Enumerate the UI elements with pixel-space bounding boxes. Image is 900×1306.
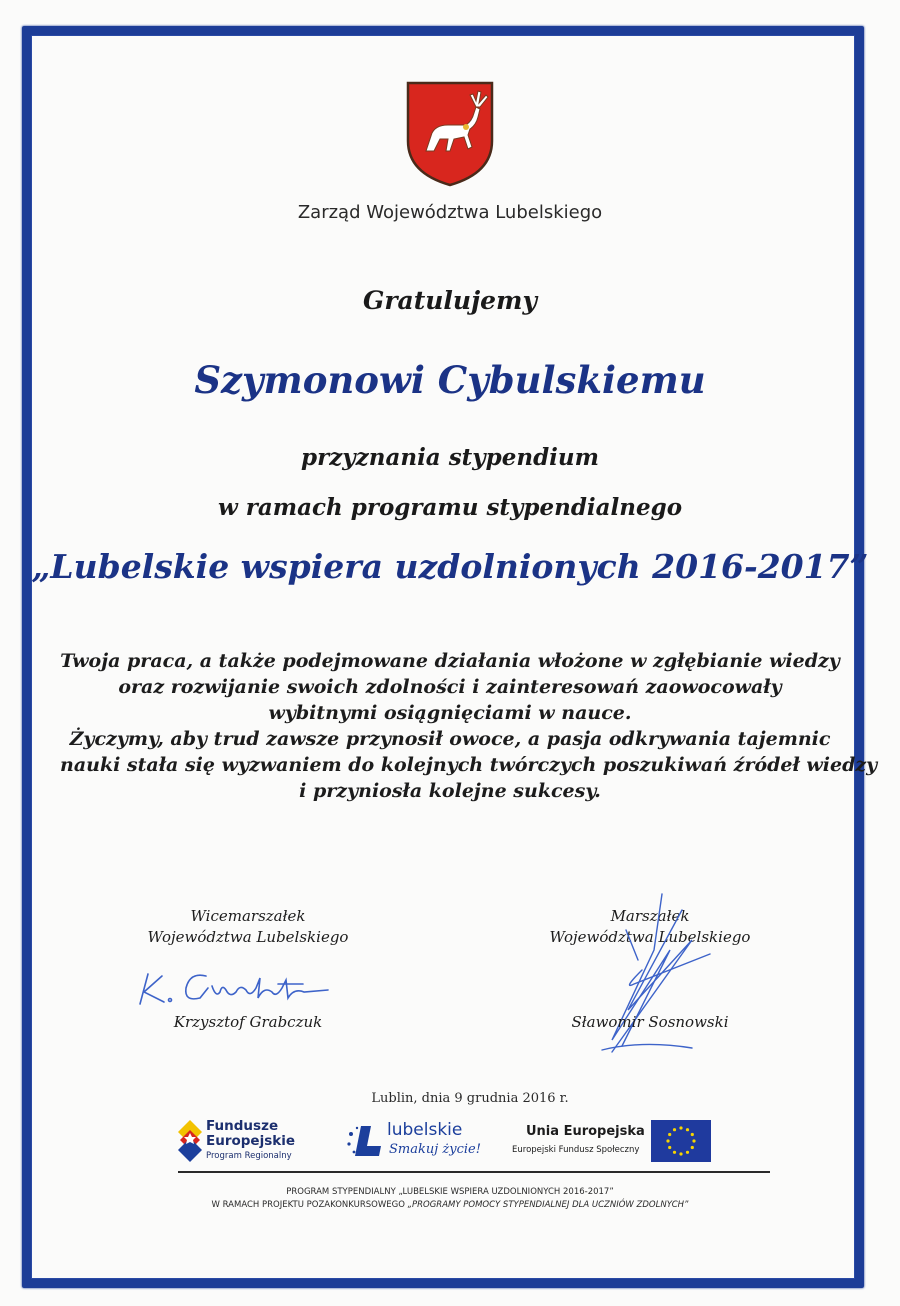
ue-title: Unia Europejska — [526, 1124, 645, 1139]
congratulations-heading: Gratulujemy — [362, 286, 538, 315]
congratulation-message — [60, 648, 878, 804]
message-line: Twoja praca, a także podejmowane działania włożone w zgłębianie wiedzy — [60, 650, 840, 672]
left-signatory-name: Krzysztof Grabczuk — [173, 1013, 323, 1031]
fe-subtitle: Program Regionalny — [206, 1151, 292, 1161]
signatory-region: Województwa Lubelskiego — [147, 928, 349, 946]
coat-of-arms-deer-icon — [406, 81, 494, 187]
footer-divider — [178, 1171, 770, 1173]
program-title: „Lubelskie wspiera uzdolnionych 2016-2017” — [31, 547, 869, 586]
recipient-name: Szymonowi Cybulskiemu — [194, 358, 706, 402]
fundusze-europejskie-logo — [176, 1116, 326, 1166]
footer-line-2-prefix: W RAMACH PROJEKTU POZAKONKURSOWEGO — [211, 1200, 408, 1210]
left-signatory-title — [118, 906, 378, 948]
handwritten-signature-left — [128, 962, 368, 1012]
message-line: wybitnymi osiągnięciami w nauce. — [268, 702, 632, 724]
footer-line-1: PROGRAM STYPENDIALNY „LUBELSKIE WSPIERA UZDOLNIONYCH 2016-2017” — [286, 1187, 614, 1197]
footer-line-2-italic: „PROGRAMY POMOCY STYPENDIALNEJ DLA UCZNIÓW ZDOLNYCH” — [407, 1200, 689, 1210]
issuing-authority: Zarząd Województwa Lubelskiego — [297, 202, 603, 223]
fe-title-line-2: Europejskie — [206, 1133, 296, 1149]
ue-subtitle: Europejski Fundusz Społeczny — [512, 1145, 640, 1155]
unia-europejska-logo — [512, 1120, 712, 1170]
signatory-role: Wicemarszałek — [190, 907, 306, 925]
signatory-role: Marszałek — [610, 907, 690, 925]
lubelskie-logo — [345, 1118, 485, 1168]
message-line: Życzymy, aby trud zawsze przynosił owoce, a pasja odkrywania tajemnic — [69, 728, 831, 750]
message-line: nauki stała się wyzwaniem do kolejnych twórczych poszukiwań źródeł wiedzy — [60, 754, 878, 776]
message-line: oraz rozwijanie swoich zdolności i zainteresowań zaowocowały — [118, 676, 782, 698]
issue-date: Lublin, dnia 9 grudnia 2016 r. — [371, 1091, 569, 1106]
fe-star-icon — [176, 1118, 204, 1162]
award-line-1: przyznania stypendium — [301, 444, 599, 471]
signatory-region: Województwa Lubelskiego — [549, 928, 751, 946]
footer-program-info — [0, 1186, 900, 1212]
right-signatory-name: Sławomir Sosnowski — [571, 1013, 729, 1031]
lubelskie-wordmark: lubelskie — [387, 1120, 463, 1140]
award-line-2: w ramach programu stypendialnego — [217, 494, 683, 521]
fe-title-line-1: Fundusze — [206, 1118, 279, 1134]
handwritten-signature-right — [582, 890, 722, 1060]
footer-line-2 — [0, 1199, 900, 1212]
message-line: i przyniosła kolejne sukcesy. — [299, 780, 601, 802]
sponsor-logos — [0, 1116, 900, 1172]
lubelskie-l-icon — [345, 1122, 385, 1162]
lubelskie-slogan: Smakuj życie! — [389, 1142, 481, 1157]
eu-flag-icon — [651, 1120, 711, 1162]
